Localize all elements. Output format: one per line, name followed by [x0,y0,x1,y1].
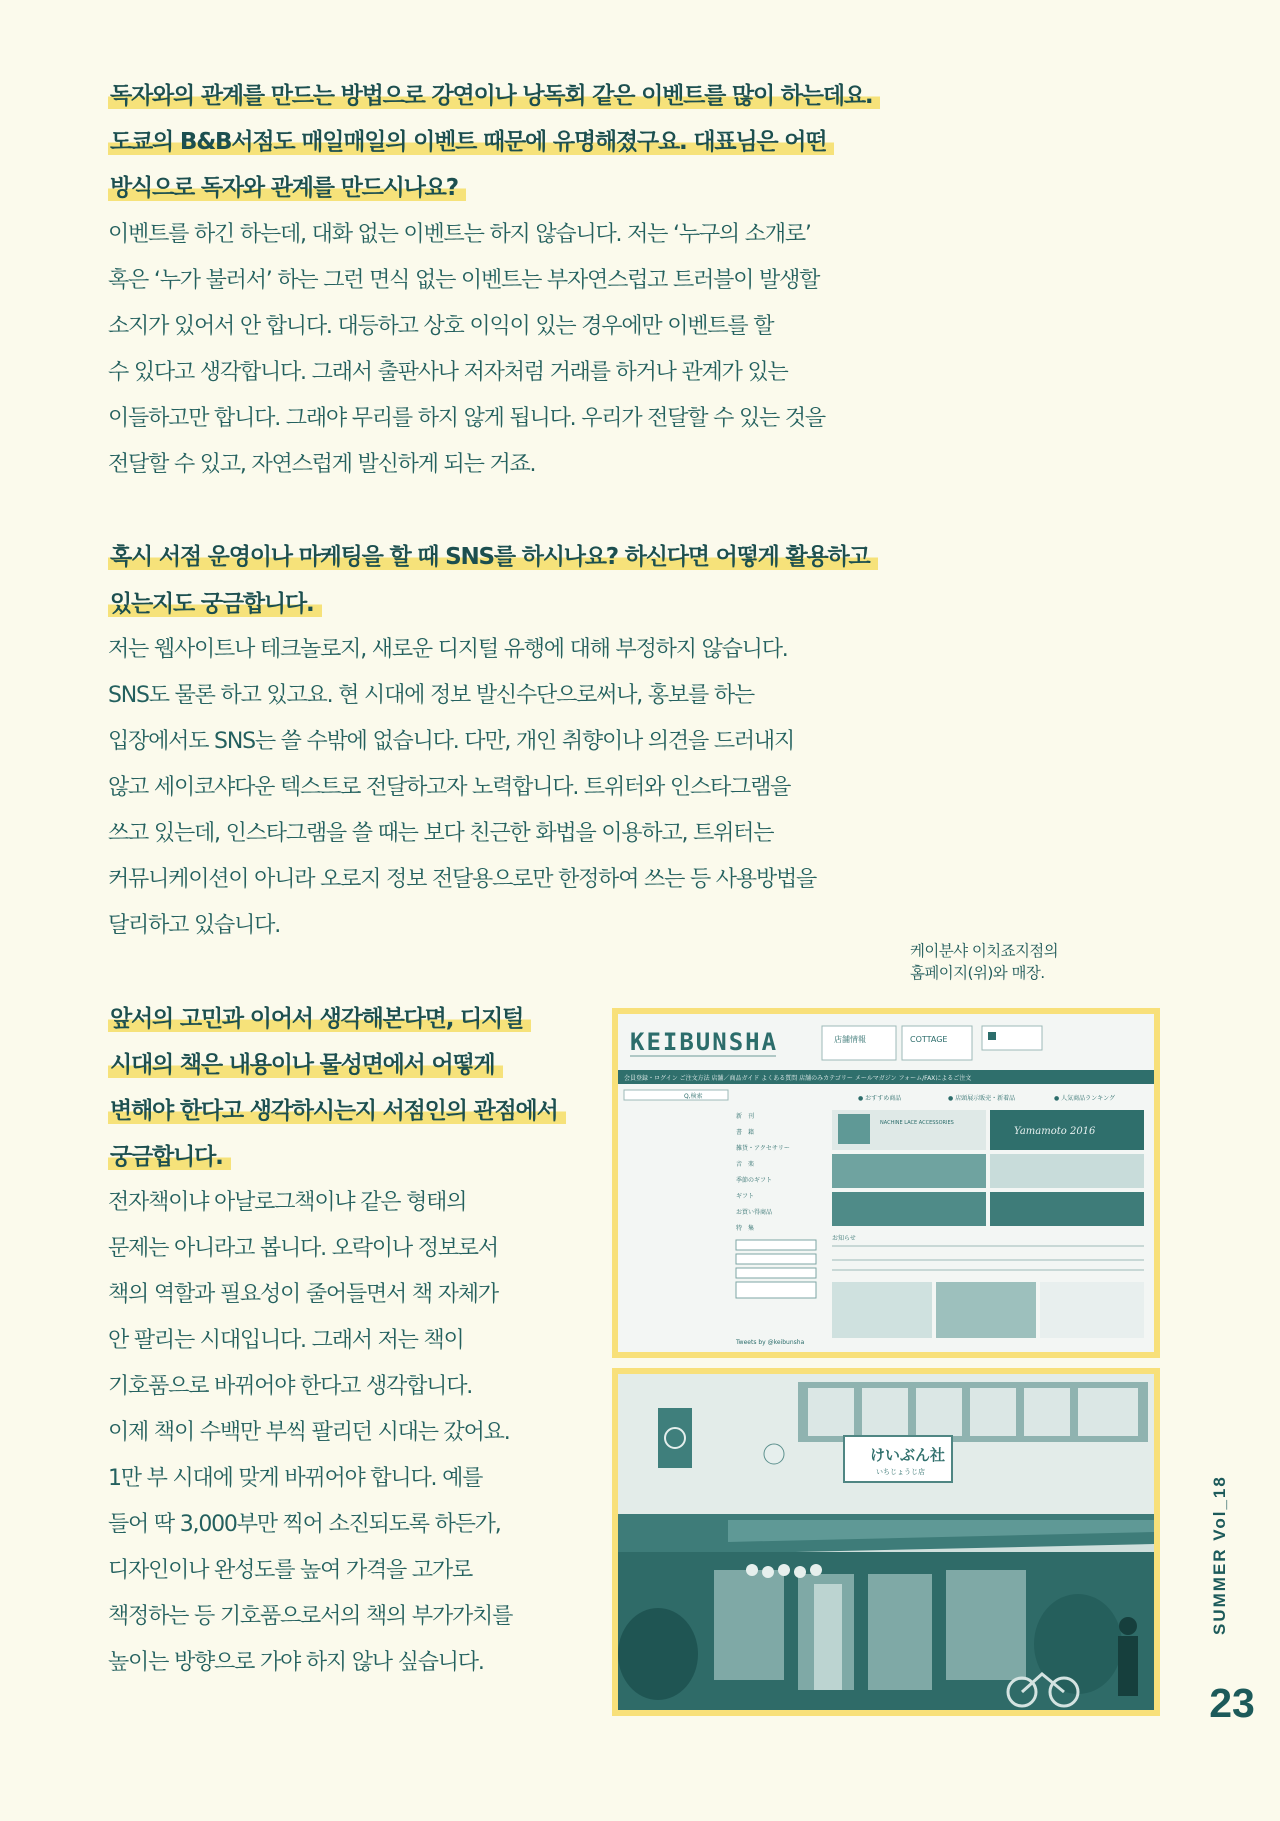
site-nav: 会員登録・ログイン ご注文方法 店舗／商品ガイド よくある質問 店舗のみカテゴリー メールマガジン フォーム/FAXによるご注文 [624,1075,972,1082]
question-line: 앞서의 고민과 이어서 생각해본다면, 디지털 [108,1003,531,1036]
answer-line: 디자인이나 완성도를 높여 가격을 고가로 [108,1558,473,1583]
news-heading: お知らせ [832,1235,856,1242]
caption-line: 케이분샤 이치죠지점의 [910,942,1059,960]
site-sidebar-item: 新 刊 [736,1113,755,1120]
site-col-heading: ● 店頭展示販売・新着品 [948,1095,1016,1102]
question-line: 방식으로 독자와 관계를 만드시나요? [108,172,466,205]
photo-caption [910,940,1120,984]
site-sidebar-item: 書 籍 [736,1129,755,1136]
site-tab-store: 店舗情報 [834,1035,866,1044]
answer-line: 이벤트를 하긴 하는데, 대화 없는 이벤트는 하지 않습니다. 저는 ‘누구의 소개로’ [108,222,811,247]
answer-line: 달리하고 있습니다. [108,913,281,938]
site-col-heading: ● おすすめ商品 [858,1095,902,1102]
site-sidebar-item: 特 集 [736,1225,755,1232]
question-line: 변해야 한다고 생각하시는지 서점인의 관점에서 [108,1095,566,1128]
store-sign-sub: いちじょうじ店 [876,1468,925,1476]
answer-line: 쓰고 있는데, 인스타그램을 쓸 때는 보다 친근한 화법을 이용하고, 트위터는 [108,821,774,846]
question-line: 도쿄의 B&B서점도 매일매일의 이벤트 때문에 유명해졌구요. 대표님은 어떤 [108,126,834,159]
answer-line: 1만 부 시대에 맞게 바뀌어야 합니다. 예를 [108,1466,483,1491]
answer-line: 커뮤니케이션이 아니라 오로지 정보 전달용으로만 한정하여 쓰는 등 사용방법을 [108,867,817,892]
answer-line: 소지가 있어서 안 합니다. 대등하고 상호 이익이 있는 경우에만 이벤트를 할 [108,314,774,339]
site-sidebar-item: 音 楽 [736,1161,755,1168]
answer-line: SNS도 물론 하고 있고요. 현 시대에 정보 발신수단으로써나, 홍보를 하는 [108,683,754,708]
answer-line: 수 있다고 생각합니다. 그래서 출판사나 저자처럼 거래를 하거나 관계가 있는 [108,360,788,385]
answer-line: 혹은 ‘누가 불러서’ 하는 그런 면식 없는 이벤트는 부자연스럽고 트러블이 발생할 [108,268,820,293]
question-line: 시대의 책은 내용이나 물성면에서 어떻게 [108,1049,503,1082]
site-col-heading: ● 人気商品ランキング [1054,1095,1115,1102]
site-logo: KEIBUNSHA [630,1028,779,1056]
answer-line: 이제 책이 수백만 부씩 팔리던 시대는 갔어요. [108,1420,510,1445]
answer-line: 안 팔리는 시대입니다. 그래서 저는 책이 [108,1328,464,1353]
site-sidebar-item: 季節のギフト [736,1177,773,1184]
site-sidebar-item: 雑貨・アクセサリー [736,1145,790,1152]
promo-label: NACHINE LACE ACCESSORIES [880,1120,954,1126]
answer-line: 기호품으로 바뀌어야 한다고 생각합니다. [108,1374,473,1399]
answer-line: 입장에서도 SNS는 쓸 수밖에 없습니다. 다만, 개인 취향이나 의견을 드러내지 [108,729,795,754]
answer-line: 않고 세이코샤다운 텍스트로 전달하고자 노력합니다. 트위터와 인스타그램을 [108,775,791,800]
question-line: 독자와의 관계를 만드는 방법으로 강연이나 낭독회 같은 이벤트를 많이 하는데요. [108,80,880,113]
storefront-photo [612,1368,1160,1716]
page-number: 23 [1209,1680,1255,1726]
caption-line: 홈페이지(위)와 매장. [910,964,1045,982]
question-line: 혹시 서점 운영이나 마케팅을 할 때 SNS를 하시나요? 하신다면 어떻게 활용하고 [108,541,878,574]
promo-banner: Yamamoto 2016 [1014,1126,1096,1137]
store-sign: けいぶん社 [870,1446,946,1464]
answer-line: 높이는 방향으로 가야 하지 않나 싶습니다. [108,1650,484,1675]
answer-line: 책의 역할과 필요성이 줄어들면서 책 자체가 [108,1282,498,1307]
site-tweets: Tweets by @keibunsha [736,1339,805,1346]
question-line: 궁금합니다. [108,1141,231,1174]
website-screenshot [612,1008,1160,1358]
question-line: 있는지도 궁금합니다. [108,588,322,621]
answer-line: 전자책이냐 아날로그책이냐 같은 형태의 [108,1190,467,1215]
site-sidebar-item: お買い得商品 [736,1209,773,1216]
answer-line: 이들하고만 합니다. 그래야 무리를 하지 않게 됩니다. 우리가 전달할 수 있는 것을 [108,406,825,431]
site-search: Q,検索 [684,1093,703,1100]
answer-line: 저는 웹사이트나 테크놀로지, 새로운 디지털 유행에 대해 부정하지 않습니다. [108,637,788,662]
site-sidebar-item: ギフト [736,1193,755,1200]
answer-line: 들어 딱 3,000부만 찍어 소진되도록 하든가, [108,1512,501,1537]
answer-line: 문제는 아니라고 봅니다. 오락이나 정보로서 [108,1236,498,1261]
answer-line: 전달할 수 있고, 자연스럽게 발신하게 되는 거죠. [108,452,536,477]
site-tab-cottage: COTTAGE [910,1035,948,1044]
answer-line: 책정하는 등 기호품으로서의 책의 부가가치를 [108,1604,513,1629]
